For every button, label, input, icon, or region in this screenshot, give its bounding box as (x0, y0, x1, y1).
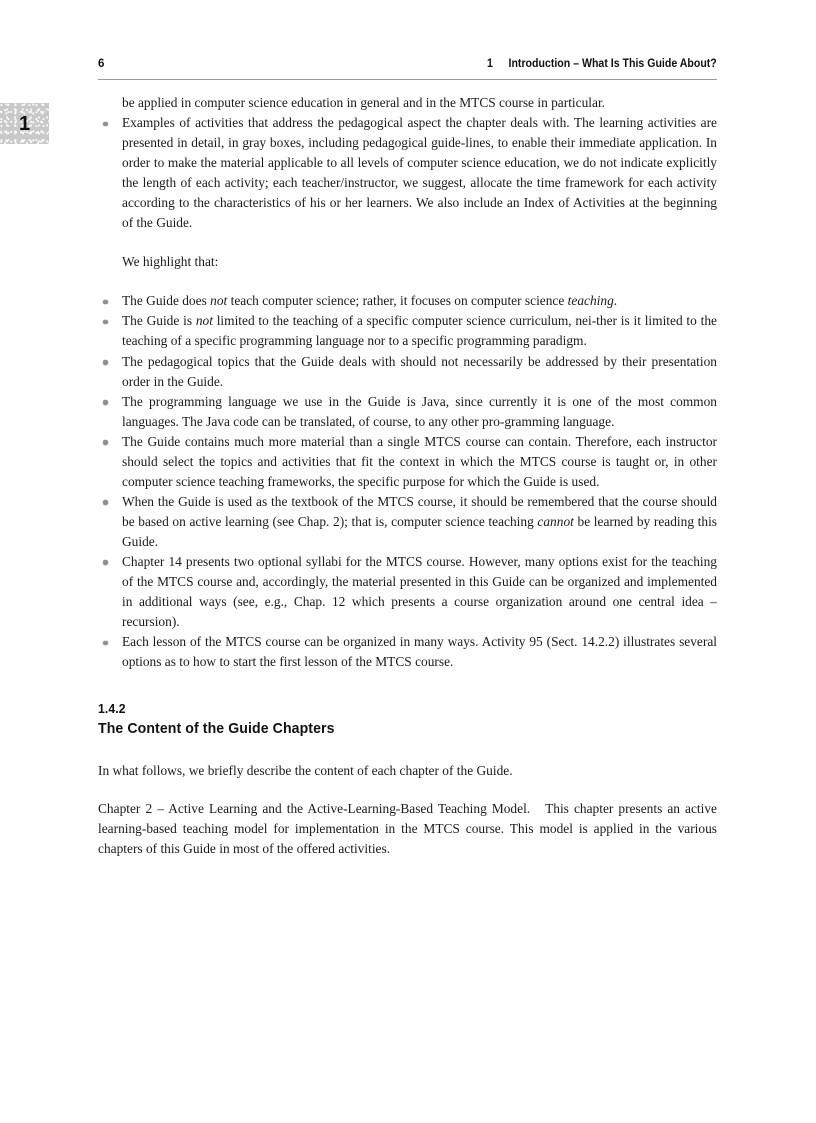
list-item-text: . (613, 293, 618, 309)
page-number: 6 (98, 58, 105, 70)
section-heading (98, 700, 717, 739)
chapter-summary-paragraph (98, 799, 717, 859)
list-item-text: When the Guide is used as the textbook of the MTCS course, it should be remembered that the course should be based on active learning (see Chap. 2); that is, computer science teaching (122, 493, 717, 529)
emphasis-text: not (210, 293, 228, 309)
list-item (98, 291, 717, 311)
section-title: The Content of the Guide Chapters (98, 720, 335, 738)
text-column (98, 93, 717, 859)
running-head (98, 58, 717, 78)
emphasis-text: not (195, 313, 213, 329)
list-item (98, 492, 717, 552)
running-head-title (487, 58, 717, 70)
list-item-text: The pedagogical topics that the Guide deals with should not necessarily be addressed by their presentation order in the Guide. (122, 353, 717, 389)
list-item-text: teach computer science; rather, it focuses on computer science (227, 293, 568, 309)
intro-paragraph: In what follows, we briefly describe the content of each chapter of the Guide. (98, 763, 513, 779)
list-item-text: limited to the teaching of a specific computer science curriculum, nei-ther is it limited to the teaching of a specific programming language nor to a specific programming paradigm. (122, 313, 717, 349)
chapter-summary-heading: Chapter 2 – Active Learning and the Active-Learning-Based Teaching Model. (98, 801, 531, 817)
list-item-text: The Guide does (122, 293, 211, 309)
running-head-chapter-number: 1 (487, 58, 494, 70)
runover-paragraph: be applied in computer science education in general and in the MTCS course in particular. (122, 95, 606, 110)
section-number: 1.4.2 (98, 701, 126, 717)
highlight-bullet-list (98, 291, 717, 672)
list-item-text: The programming language we use in the Guide is Java, since currently it is one of the most common languages. The Java code can be translated, of course, to any other pro-gramming language. (122, 393, 717, 429)
chapter-tab-number: 1 (18, 112, 31, 135)
chapter-thumb-tab (0, 103, 49, 144)
emphasis-text: teaching (567, 293, 614, 309)
list-item-text: The Guide contains much more material than a single MTCS course can contain. Therefore, each instructor should select the topics and activities that fit the context in which the MTCS course is taught or, in other computer science teaching frameworks, the specific purpose for which the Guide is used. (122, 433, 717, 489)
list-item (98, 632, 717, 672)
list-item (98, 552, 717, 632)
chapter-summary-body: This chapter presents an active learning-based teaching model for implementation in the MTCS course. This model is applied in the various chapters of this Guide in most of the offered activities. (98, 801, 717, 857)
highlight-lead-in: We highlight that: (122, 254, 219, 270)
list-item-text: The Guide is (122, 313, 196, 329)
list-item (98, 432, 717, 492)
running-head-title-text: Introduction – What Is This Guide About? (508, 58, 717, 70)
list-item (98, 311, 717, 351)
list-item (98, 352, 717, 392)
list-item-text: Chapter 14 presents two optional syllabi for the MTCS course. However, many options exist for the teaching of the MTCS course and, accordingly, the material presented in this Guide can be organized and implemented in additional ways (see, e.g., Chap. 12 which presents a course organization around one central idea – recursion). (122, 553, 717, 630)
list-item: Examples of activities that address the pedagogical aspect the chapter deals with. The learning activities are presented in detail, in gray boxes, including pedagogical guide-lines, to enable their immediate application. In order to make the material applicable to all levels of computer science education, we do not indicate explicitly the length of each activity; each teacher/instructor, we suggest, allocate the time framework for each activity according to the characteristics of his or her learners. We also include an Index of Activities at the beginning of the Guide. (98, 113, 717, 233)
emphasis-text: cannot (537, 513, 574, 529)
first-bullet-list (98, 113, 717, 233)
header-rule (98, 79, 717, 80)
list-item-text: be learned by reading this Guide. (122, 513, 718, 549)
list-item (98, 392, 717, 432)
list-item-text: Each lesson of the MTCS course can be organized in many ways. Activity 95 (Sect. 14.2.2) illustrates several options as to how to start the first lesson of the MTCS course. (122, 634, 717, 670)
